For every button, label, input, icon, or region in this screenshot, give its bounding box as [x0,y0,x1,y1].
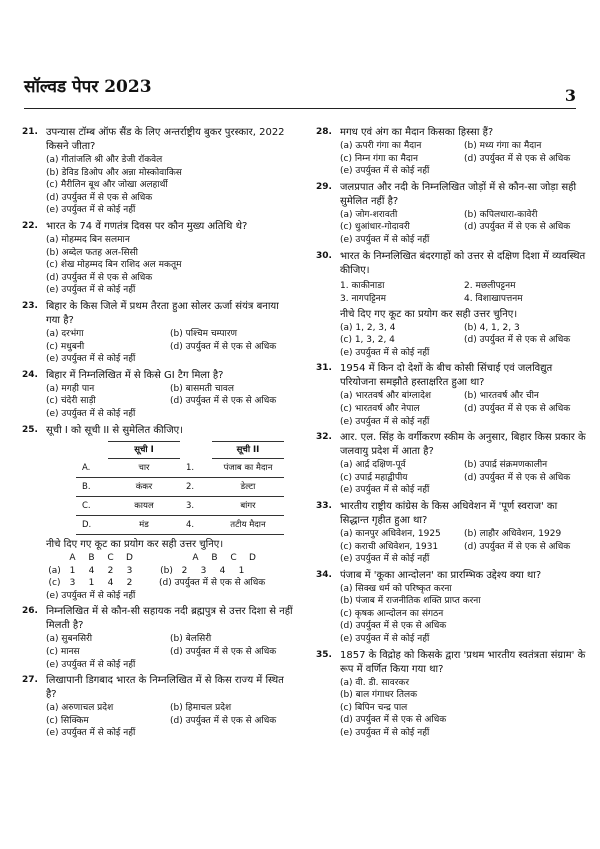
option-b: (b) भारतवर्ष और चीन [464,391,539,402]
option-c: (c) निम्न गंगा का मैदान [340,153,418,164]
question-text: भारत के निम्नलिखित बंदरगाहों को उत्तर से दक्षिण दिशा में व्यवस्थित कीजिए। [340,250,586,276]
option-d: (d) उपर्युक्त में से एक से अधिक [464,335,571,346]
code-row-cd: (c) 3 1 4 2 (d) उपर्युक्त में से एक से अधिक [46,577,294,590]
question-number: 34. [316,569,332,580]
option-c: (c) कृषक आन्दोलन का संगठन [340,608,444,619]
question-text: भारत के 74 वें गणतंत्र दिवस पर कौन मुख्य अतिथि थे? [46,220,248,232]
option-d: (d) उपर्युक्त में से एक से अधिक [46,192,153,203]
option-a: (a) सुबनसिरी [46,634,93,645]
question-number: 25. [22,424,38,435]
option-d: (d) उपर्युक्त में से एक से अधिक [159,578,266,589]
option-b: (b) लाहौर अधिवेशन, 1929 [464,528,562,539]
question-number: 26. [22,606,38,617]
question-text: सूची I को सूची II से सुमेलित कीजिए। [46,424,183,436]
option-a: (a) जोग-शरावती [340,209,398,220]
option-b: (b) पश्चिम चम्पारण [170,328,238,339]
option-b: (b) मध्य गंगा का मैदान [464,141,542,151]
question-33 [316,500,588,566]
option-b: (b) अब्देल फतह अल-सिसी [46,247,138,258]
right-column [316,126,588,743]
page-header-title: सॉल्वड पेपर 2023 [24,77,152,97]
option-a: (a) मगही पान [46,383,95,394]
option-d: (d) उपर्युक्त में से एक से अधिक [170,341,277,352]
question-text: लिखापानी डिगबाद भारत के निम्नलिखित में से किस राज्य में स्थित है? [46,675,284,701]
option-a: (a) कानपुर अधिवेशन, 1925 [340,528,441,539]
question-number: 22. [22,220,38,231]
option-b: (b) बाल गंगाधर तिलक [340,690,418,701]
option-c: (c) उपार्द्र महाद्वीपीय [340,472,408,483]
question-number: 21. [22,127,38,137]
option-e: (e) उपर्युक्त में से कोई नहीं [46,205,136,216]
option-e: (e) उपर्युक्त में से कोई नहीं [340,554,430,565]
option-e: (e) उपर्युक्त में से कोई नहीं [46,659,136,670]
option-a: (a) आर्द्र दक्षिण-पूर्व [340,460,406,471]
option-e: (e) उपर्युक्त में से कोई नहीं [340,485,430,496]
code-row-ab: (a) 1 4 2 3 (b) 2 3 4 1 [46,565,294,578]
option-c: (c) 1, 3, 2, 4 [340,335,395,346]
option-c: (c) [48,578,61,589]
table-row: C. कायल 3. बांगर [76,497,284,516]
option-e: (e) उपर्युक्त में से कोई नहीं [340,166,430,177]
option-c: (c) मैरीलिन बूथ और जोखा अलहार्थी [46,180,168,191]
option-b: (b) पंजाब में राजनीतिक शक्ति प्राप्त करना [340,596,481,607]
question-22 [22,220,294,297]
option-e: (e) उपर्युक्त में से कोई नहीं [46,590,136,601]
question-26 [22,605,294,671]
question-30 [316,250,588,360]
option-a: (a) वी. डी. सावरकर [340,677,410,688]
question-number: 27. [22,675,38,686]
question-number: 32. [316,432,332,443]
option-d: (d) उपर्युक्त में से एक से अधिक [464,153,571,164]
question-text: आर. एल. सिंह के वर्गीकरण स्कीम के अनुसार, बिहार किस प्रकार के जलवायु प्रदेश में आता है? [340,432,586,458]
option-c: (c) चंदेरी साड़ी [46,396,96,407]
question-number: 24. [22,369,38,380]
table-row: D. मंड 4. तटीय मैदान [76,516,284,535]
option-d: (d) उपर्युक्त में से एक से अधिक [464,472,571,483]
question-number: 35. [316,649,332,660]
option-b: (b) [160,565,173,576]
option-e: (e) उपर्युक्त में से कोई नहीं [46,354,136,365]
option-e: (e) उपर्युक्त में से कोई नहीं [340,416,430,427]
option-a: (a) [48,565,61,576]
option-a: (a) भारतवर्ष और बांग्लादेश [340,391,432,402]
option-a: (a) गीतांजलि श्री और डेजी रॉकवेल [46,155,163,165]
header-divider [24,108,576,109]
option-e: (e) उपर्युक्त में से कोई नहीं [340,634,430,645]
option-d: (d) उपर्युक्त में से एक से अधिक [170,647,277,658]
question-number: 31. [316,363,332,374]
page-number: 3 [564,86,576,105]
option-e: (e) उपर्युक्त में से कोई नहीं [46,285,136,296]
code-header: A B C D A B C D [69,553,256,564]
option-d: (d) उपर्युक्त में से एक से अधिक [340,621,447,632]
left-column [22,126,294,743]
list-item: 3. नागपट्टिनम [340,293,387,304]
question-24 [22,369,294,421]
question-number: 28. [316,127,332,137]
list-item: 2. मछलीपट्टनम [464,280,516,291]
option-d: (d) उपर्युक्त में से एक से अधिक [340,715,447,726]
question-34 [316,569,588,646]
table-row: B. कंकर 2. डेल्टा [76,478,284,497]
question-23 [22,300,294,366]
option-c: (c) भारतवर्ष और नेपाल [340,403,420,414]
option-a: (a) अरुणाचल प्रदेश [46,703,114,714]
question-text: बिहार में निम्नलिखित में से किसे GI टैग मिला है? [46,369,224,381]
option-d: (d) उपर्युक्त में से एक से अधिक [464,403,571,414]
option-d: (d) उपर्युक्त में से एक से अधिक [170,715,277,726]
option-c: (c) मानस [46,647,80,658]
option-d: (d) उपर्युक्त में से एक से अधिक [464,541,571,552]
option-e: (e) उपर्युक्त में से कोई नहीं [340,347,430,358]
option-a: (a) दरभंगा [46,328,84,339]
list-1-header: सूची I [108,441,180,459]
question-text: 1857 के विद्रोह को किसके द्वारा 'प्रथम भारतीय स्वतंत्रता संग्राम' के रूप में वर्णित किया गया था? [340,649,586,675]
question-21 [22,126,294,217]
question-number: 23. [22,300,38,311]
question-32 [316,431,588,497]
table-row: A. चार 1. पंजाब का मैदान [76,459,284,478]
option-c: (c) मधुबनी [46,341,85,352]
question-text: मगध एवं अंग का मैदान किसका हिस्सा हैं? [340,127,494,138]
match-table [76,441,284,536]
option-c: (c) धुआंधार-गोदावरी [340,222,410,233]
option-b: (b) बासमती चावल [170,383,235,394]
option-c: (c) सिक्किम [46,715,89,726]
question-text: जलप्रपात और नदी के निम्नलिखित जोड़ों में से कौन-सा जोड़ा सही सुमेलित नहीं है? [340,181,577,207]
code-instruction: नीचे दिए गए कूट का प्रयोग कर सही उत्तर चुनिए। [340,308,518,320]
option-b: (b) कपिलधारा-कावेरी [464,209,538,220]
question-29 [316,181,588,247]
option-b: (b) 4, 1, 2, 3 [464,322,520,333]
option-b: (b) उपार्द्र संक्रमणकालीन [464,460,548,471]
question-35 [316,649,588,740]
option-c: (c) कराची अधिवेशन, 1931 [340,541,439,552]
question-27 [22,674,294,740]
option-d: (d) उपर्युक्त में से एक से अधिक [46,272,153,283]
option-b: (b) बेलसिरी [170,634,212,645]
question-31 [316,362,588,428]
option-b: (b) हिमाचल प्रदेश [170,703,232,714]
option-e: (e) उपर्युक्त में से कोई नहीं [46,728,136,739]
question-25 [22,424,294,603]
code-instruction: नीचे दिए गए कूट का प्रयोग कर सही उत्तर चुनिए। [46,539,224,551]
list-2-header: सूची II [212,441,284,459]
list-item: 4. विशाखापत्तनम [464,293,523,304]
option-a: (a) सिक्ख धर्म को परिष्कृत करना [340,583,452,594]
question-number: 30. [316,250,332,261]
question-text: 1954 में किन दो देशों के बीच कोसी सिंचाई एवं जलविद्युत परियोजना समझौते हस्ताक्षरित हुआ था? [340,363,553,389]
option-a: (a) 1, 2, 3, 4 [340,322,396,333]
option-d: (d) उपर्युक्त में से एक से अधिक [170,396,277,407]
question-text: निम्नलिखित में से कौन-सी सहायक नदी ब्रह्मपुत्र से उत्तर दिशा से नहीं मिलती है? [46,606,293,632]
list-item: 1. काकीनाडा [340,280,385,291]
question-text: पंजाब में 'कूका आन्दोलन' का प्रारम्भिक उद्देश्य क्या था? [340,569,542,581]
option-e: (e) उपर्युक्त में से कोई नहीं [46,408,136,419]
question-number: 33. [316,500,332,511]
option-b: (b) डेविड डिओप और अन्ना मोस्कोवाकिस [46,167,182,178]
question-text: भारतीय राष्ट्रीय कांग्रेस के किस अधिवेशन में 'पूर्ण स्वराज' का सिद्धान्त गृहीत हुआ था? [340,500,558,526]
option-e: (e) उपर्युक्त में से कोई नहीं [340,728,430,739]
option-d: (d) उपर्युक्त में से एक से अधिक [464,222,571,233]
option-c: (c) बिपिन चन्द्र पाल [340,702,408,713]
port-list [340,280,588,306]
question-number: 29. [316,181,332,192]
option-a: (a) मोहम्मद बिन सलमान [46,234,130,245]
question-28 [316,126,588,178]
option-c: (c) शेख मोहम्मद बिन राशिद अल मकतूम [46,260,182,271]
question-text: उपन्यास टॉम्ब ऑफ सैंड के लिए अन्तर्राष्ट्रीय बुकर पुरस्कार, 2022 किसने जीता? [46,127,285,152]
option-e: (e) उपर्युक्त में से कोई नहीं [340,234,430,245]
option-a: (a) ऊपरी गंगा का मैदान [340,141,422,151]
question-text: बिहार के किस जिले में प्रथम तैरता हुआ सोलर ऊर्जा संयंत्र बनाया गया है? [46,300,279,326]
